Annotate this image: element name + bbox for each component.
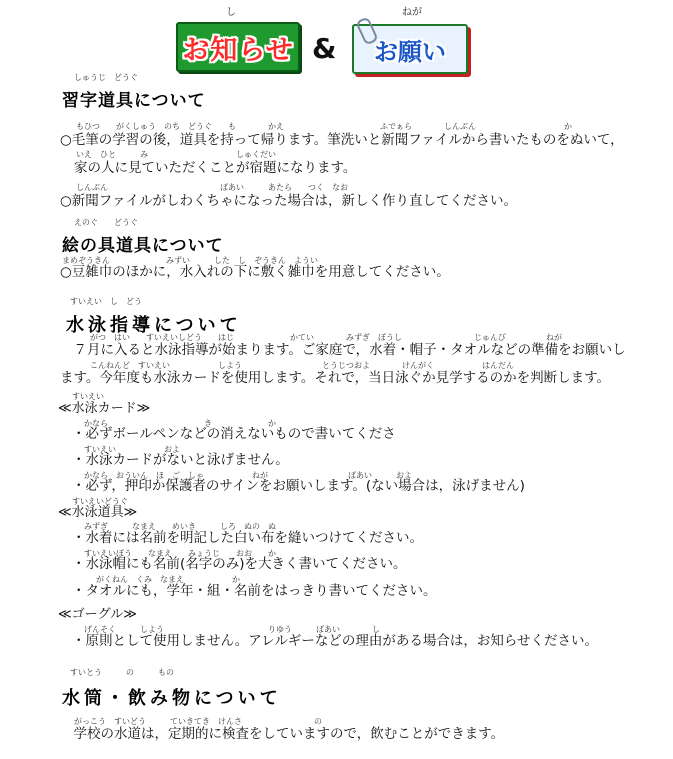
- shuji-title-ruby: しゅうじ どうぐ: [74, 73, 138, 82]
- shuji-line1-ruby: もひつ がくしゅう のち どうぐ も かえ ふでぁら しんぶん か: [76, 122, 572, 131]
- enogu-heading: 絵の具道具について: [62, 236, 224, 256]
- shuji-heading: 習字道具について: [62, 91, 206, 111]
- card-item1: ・必ずボールペンなどの消えないもので書いてくださ: [72, 426, 396, 442]
- header: [0, 0, 673, 80]
- tools-item3-ruby: がくねん くみ なまえ か: [96, 575, 240, 584]
- onegai-logo-text: お願い: [374, 37, 446, 66]
- suito-title-ruby: すいとう の もの: [70, 668, 174, 677]
- shuji-line2: 家の人に見ていただくことが宿題になります。: [74, 160, 357, 176]
- oshirase-logo: [176, 22, 300, 72]
- tools-item2-ruby: すいえいぼう なまえ みょうじ おお か: [84, 549, 276, 558]
- suiei-para1: ７月に入ると水泳指導が始まります。ご家庭で，水着・帽子・タオルなどの準備をお願いし: [60, 342, 626, 358]
- tools-label-ruby: すいえいどうぐ: [72, 497, 128, 506]
- shuji-line3-ruby: しんぶん ばあい あたら つく なお: [76, 183, 348, 192]
- tools-item2: ・水泳帽にも名前(名字のみ)を大きく書いてください。: [72, 556, 407, 572]
- suito-line1: 学校の水道は，定期的に検査をしていますので，飲むことができます。: [60, 726, 505, 742]
- shuji-line1: ○毛筆の学習の後，道具を持って帰ります。筆洗いと新聞ファイルから書いたものをぬいて，: [60, 132, 624, 148]
- card-item3-ruby: かなら おういん ほ ご しゃ ねが ばあい およ: [84, 471, 412, 480]
- shuji-line2-ruby: いえ ひと み しゅくだい: [76, 150, 276, 159]
- suiei-heading: 水泳指導について: [66, 315, 242, 336]
- goggle-item1: ・原則として使用しません。アレルギーなどの理由がある場合は，お知らせください。: [72, 633, 599, 649]
- shuji-line3: ○新聞ファイルがしわくちゃになった場合は，新しく作り直してください。: [60, 193, 518, 209]
- suiei-para2: ます。今年度も水泳カードを使用します。それで，当日泳ぐか見学するのかを判断します。: [60, 370, 610, 386]
- card-label: ≪水泳カード≫: [58, 401, 151, 416]
- tools-item1-ruby: みずぎ なまえ めいき しろ ぬの ぬ: [84, 522, 276, 531]
- card-item3: ・必ず，押印か保護者のサインをお願いします。(ない場合は，泳げません): [72, 478, 525, 494]
- suiei-title-ruby: すいえい し どう: [70, 297, 142, 306]
- goggle-label: ≪ゴーグル≫: [58, 607, 137, 622]
- card-label-ruby: すいえい: [72, 392, 104, 401]
- card-item1-ruby: かなら き か: [84, 419, 276, 428]
- tools-label: ≪水泳道具≫: [58, 505, 138, 520]
- enogu-title-ruby: えのぐ どうぐ: [74, 218, 138, 227]
- ampersand: &: [312, 32, 337, 65]
- goggle-item1-ruby: げんそく しよう りゆう ばあい し: [84, 625, 380, 634]
- suito-line1-ruby: がっこう すいどう ていきてき けんさ の: [74, 717, 322, 726]
- tools-item3: ・タオルにも，学年・組・名前をはっきり書いてください。: [72, 583, 437, 599]
- suiei-para1-ruby: がつ はい すいえいしどう はじ かてい みずぎ ぼうし じゅんび ねが: [90, 333, 562, 342]
- logo-left-ruby: し: [226, 7, 236, 18]
- oshirase-logo-text: お知らせ: [182, 34, 294, 66]
- suiei-para2-ruby: こんねんど すいえい しよう とうじつおよ けんがく はんだん: [90, 361, 514, 370]
- card-item2-ruby: すいえい およ: [84, 445, 180, 454]
- logo-right-ruby: ねが: [402, 7, 422, 18]
- enogu-line1-ruby: まめぞうきん みずい した し ぞうきん ようい: [62, 256, 318, 265]
- enogu-line1: ○豆雑巾のほかに，水入れの下に敷く雑巾を用意してください。: [60, 264, 450, 280]
- suito-heading: 水筒・飲み物について: [62, 688, 282, 709]
- tools-item1: ・水着には名前を明記した白い布を縫いつけてください。: [72, 530, 423, 546]
- card-item2: ・水泳カードがないと泳げません。: [72, 452, 289, 468]
